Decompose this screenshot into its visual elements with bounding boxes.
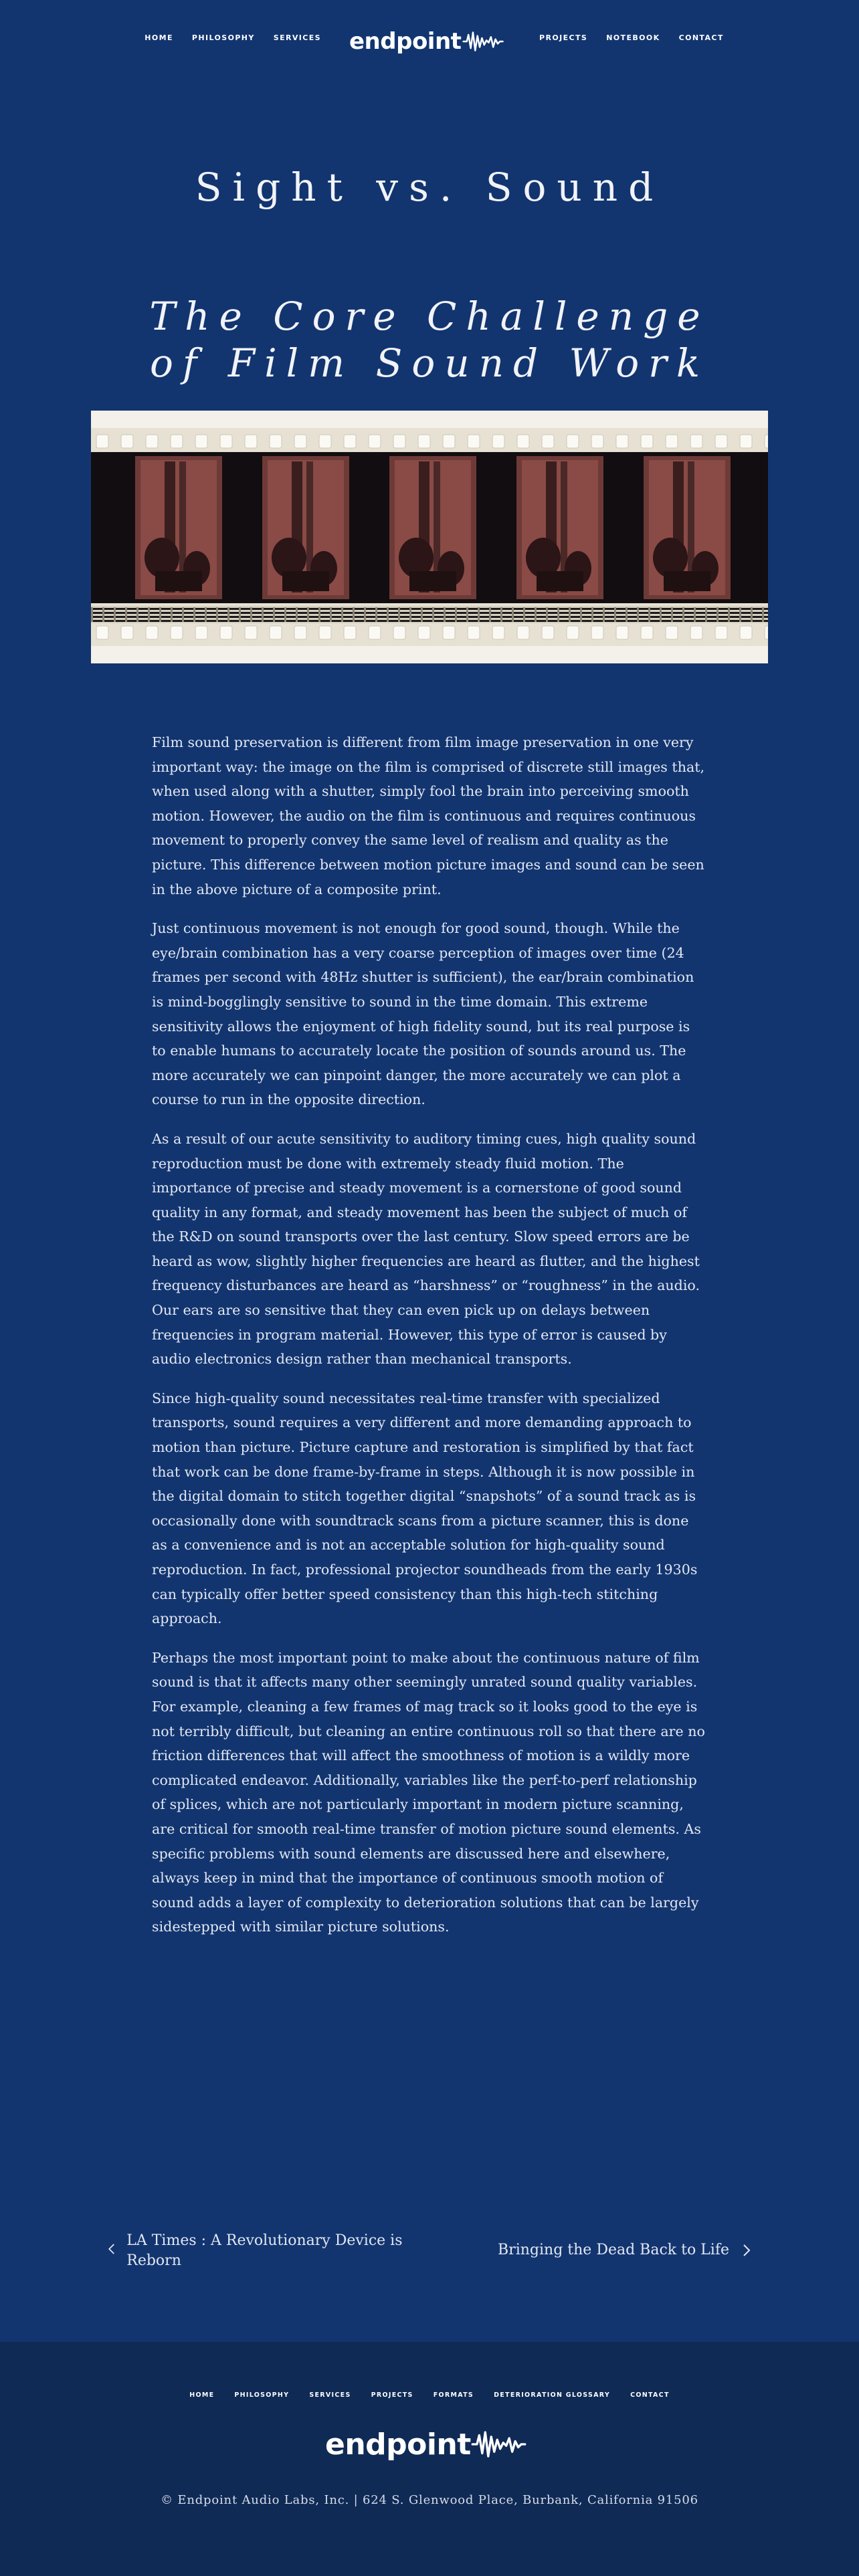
section-title: [67, 293, 792, 387]
footer-link-home[interactable]: HOME: [189, 2391, 215, 2399]
previous-post-link[interactable]: [106, 2231, 420, 2271]
article-paragraph: Just continuous movement is not enough for good sound, though. While the eye/brain combination has a very coarse perception of images over time (24 frames per second with 48Hz shutter is sufficient), the ear/brain combination is mind-bogglingly sensitive to sound in the time domain. This extreme sensitivity allows the enjoyment of high fidelity sound, but its real purpose is to enable humans to accurately locate the position of sounds around us. The more accurately we can pinpoint danger, the more accurately we can plot a course to run in the opposite direction.: [152, 920, 694, 1108]
chevron-left-icon: [106, 2242, 118, 2256]
composite-print-image: [91, 411, 768, 663]
footer-link-formats[interactable]: FORMATS: [433, 2391, 474, 2399]
post-navigation: [106, 2231, 753, 2278]
footer-link-services[interactable]: SERVICES: [309, 2391, 351, 2399]
previous-post-label: LA Times : A Revolutionary Device is Reborn: [126, 2232, 403, 2269]
nav-link-philosophy[interactable]: PHILOSOPHY: [191, 33, 255, 42]
footer-address: © Endpoint Audio Labs, Inc. | 624 S. Glenwood Place, Burbank, California 91506: [161, 2493, 698, 2507]
article-paragraph: Since high-quality sound necessitates real-time transfer with specialized transports, sound requires a very different and more demanding approach to motion than picture. Picture capture and restoration is simplified by that fact that work can be done frame-by-frame in steps. Although it is now possible in the digital domain to stitch together digital “snapshots” of a sound track as is occasionally done with soundtrack scans from a picture scanner, this is done as a convenience and is not an acceptable solution for high-quality sound reproduction. In fact, professional projector soundheads from the early 1930s can typically offer better speed consistency than this high-tech stitching approach.: [152, 1390, 698, 1627]
chevron-right-icon: [739, 2243, 753, 2258]
waveform-logo-icon: [471, 2426, 534, 2463]
site-header: [0, 0, 859, 80]
nav-link-home[interactable]: HOME: [145, 33, 173, 42]
site-footer: [0, 2342, 859, 2576]
section-title-line-2: of Film Sound Work: [150, 340, 709, 386]
footer-link-projects[interactable]: PROJECTS: [371, 2391, 413, 2399]
footer-link-deterioration-glossary[interactable]: DETERIORATION GLOSSARY: [494, 2391, 611, 2399]
site-logo[interactable]: [349, 23, 510, 60]
footer-link-contact[interactable]: CONTACT: [630, 2391, 670, 2399]
article-paragraph: Film sound preservation is different from film image preservation in one very important way: the image on the film is comprised of discrete still images that, when used along with a shutter, simply fool the brain into perceiving smooth motion. However, the audio on the film is continuous and requires continuous movement to properly convey the same level of realism and quality as the picture. This difference between motion picture images and sound can be seen in the above picture of a composite print.: [152, 734, 705, 897]
footer-link-philosophy[interactable]: PHILOSOPHY: [234, 2391, 290, 2399]
article-body: [152, 730, 707, 1954]
film-strip-graphic: [91, 411, 768, 663]
waveform-logo-icon: [462, 28, 510, 55]
next-post-label: Bringing the Dead Back to Life: [498, 2242, 729, 2258]
next-post-link[interactable]: [498, 2240, 753, 2260]
nav-link-contact[interactable]: CONTACT: [678, 33, 724, 42]
footer-nav: [0, 2391, 859, 2399]
footer-logo-text: endpoint: [325, 2427, 471, 2462]
nav-left: [145, 33, 321, 42]
footer-logo[interactable]: [325, 2421, 534, 2468]
logo-text: endpoint: [349, 28, 462, 55]
nav-right: [539, 33, 724, 42]
section-title-line-1: The Core Challenge: [149, 294, 710, 339]
nav-link-services[interactable]: SERVICES: [273, 33, 321, 42]
nav-link-projects[interactable]: PROJECTS: [539, 33, 588, 42]
article-paragraph: As a result of our acute sensitivity to auditory timing cues, high quality sound reproduction must be done with extremely steady fluid motion. The importance of precise and steady movement is a cornerstone of good sound quality in any format, and steady movement has been the subject of much of the R&D on sound transports over the last century. Slow speed errors are be heard as wow, slightly higher frequencies are heard as flutter, and the highest frequency disturbances are heard as “harshness” or “roughness” in the audio. Our ears are so sensitive that they can even pick up on delays between frequencies in program material. However, this type of error is caused by audio electronics design rather than mechanical transports.: [152, 1130, 700, 1368]
page-title: Sight vs. Sound: [195, 165, 664, 210]
article-paragraph: Perhaps the most important point to make about the continuous nature of film sound is that it affects many other seemingly unrated sound quality variables. For example, cleaning a few frames of mag track so it looks good to the eye is not terribly difficult, but cleaning an entire continuous roll so that there are no friction differences that will affect the smoothness of motion is a wildly more complicated endeavor. Additionally, variables like the perf-to-perf relationship of splices, which are not particularly important in modern picture scanning, are critical for smooth real-time transfer of motion picture sound elements. As specific problems with sound elements are discussed here and elsewhere, always keep in mind that the importance of continuous smooth motion of sound adds a layer of complexity to deterioration solutions that can be largely sidestepped with similar picture solutions.: [152, 1649, 705, 1935]
nav-link-notebook[interactable]: NOTEBOOK: [606, 33, 660, 42]
